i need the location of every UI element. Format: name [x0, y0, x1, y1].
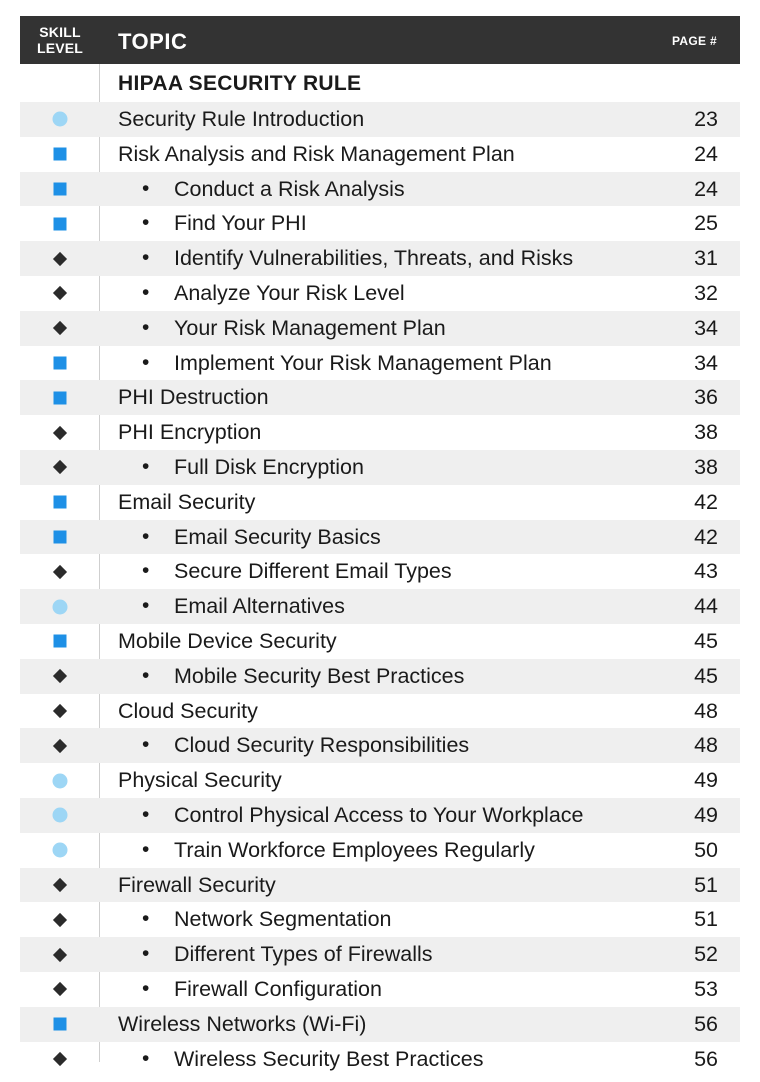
topic-text: Wireless Security Best Practices — [174, 1046, 484, 1071]
square-icon — [54, 635, 67, 648]
circle-icon — [53, 112, 68, 127]
bullet-icon: • — [142, 663, 150, 687]
page-number: 48 — [694, 698, 718, 723]
page-number-header: PAGE # — [672, 34, 717, 48]
skill-level-cell — [20, 206, 100, 241]
topic-text: Cloud Security — [118, 698, 258, 723]
bullet-icon: • — [142, 1046, 150, 1070]
diamond-icon — [53, 704, 67, 718]
topic-text: Wireless Networks (Wi-Fi) — [118, 1011, 367, 1036]
bullet-icon: • — [142, 837, 150, 861]
skill-level-cell — [20, 415, 100, 450]
bullet-icon: • — [142, 454, 150, 478]
toc-row — [20, 1042, 740, 1077]
diamond-icon — [53, 565, 67, 579]
skill-level-cell — [20, 311, 100, 346]
topic-text: Full Disk Encryption — [174, 454, 364, 479]
page-number: 42 — [694, 489, 718, 514]
skill-level-cell — [20, 102, 100, 137]
skill-level-cell — [20, 1007, 100, 1042]
toc-row — [20, 763, 740, 798]
page-number: 24 — [694, 141, 718, 166]
page-number: 48 — [694, 733, 718, 758]
toc-row — [20, 868, 740, 903]
circle-icon — [53, 843, 68, 858]
toc-row — [20, 624, 740, 659]
toc-row — [20, 728, 740, 763]
skill-level-cell — [20, 1042, 100, 1077]
skill-level-cell — [20, 520, 100, 555]
bullet-icon: • — [142, 802, 150, 826]
skill-level-cell — [20, 241, 100, 276]
skill-level-cell — [20, 554, 100, 589]
skill-level-cell — [20, 937, 100, 972]
diamond-icon — [53, 739, 67, 753]
bullet-icon: • — [142, 594, 150, 618]
bullet-icon: • — [142, 280, 150, 304]
page-number: 51 — [694, 872, 718, 897]
page-number: 43 — [694, 559, 718, 584]
bullet-icon: • — [142, 211, 150, 235]
toc-row — [20, 833, 740, 868]
toc-row — [20, 659, 740, 694]
skill-level-cell — [20, 902, 100, 937]
page-number: 34 — [694, 350, 718, 375]
page-number: 38 — [694, 454, 718, 479]
toc-row — [20, 589, 740, 624]
circle-icon — [53, 599, 68, 614]
page-number: 31 — [694, 246, 718, 271]
toc-row — [20, 102, 740, 137]
bullet-icon: • — [142, 246, 150, 270]
toc-row — [20, 137, 740, 172]
toc-row — [20, 241, 740, 276]
skill-header-line1: SKILL — [39, 24, 81, 40]
skill-level-cell — [20, 589, 100, 624]
topic-text: Conduct a Risk Analysis — [174, 176, 405, 201]
skill-level-cell — [20, 833, 100, 868]
page-number: 51 — [694, 907, 718, 932]
topic-text: Email Security Basics — [174, 524, 381, 549]
topic-text: PHI Destruction — [118, 385, 269, 410]
skill-level-cell — [20, 624, 100, 659]
toc-row — [20, 485, 740, 520]
topic-text: Email Alternatives — [174, 594, 345, 619]
skill-level-cell — [20, 694, 100, 729]
toc-row — [20, 380, 740, 415]
skill-level-cell — [20, 137, 100, 172]
square-icon — [54, 496, 67, 509]
topic-text: Email Security — [118, 489, 256, 514]
topic-text: Implement Your Risk Management Plan — [174, 350, 552, 375]
topic-text: Analyze Your Risk Level — [174, 280, 405, 305]
bullet-icon: • — [142, 350, 150, 374]
square-icon — [54, 391, 67, 404]
toc-row — [20, 276, 740, 311]
skill-level-cell — [20, 450, 100, 485]
square-icon — [54, 530, 67, 543]
page-number: 23 — [694, 107, 718, 131]
topic-text: Your Risk Management Plan — [174, 315, 446, 340]
skill-level-cell — [20, 763, 100, 798]
toc-row — [20, 554, 740, 589]
square-icon — [54, 148, 67, 161]
topic-text: Control Physical Access to Your Workplace — [174, 802, 584, 827]
toc-row — [20, 206, 740, 241]
skill-level-cell — [20, 172, 100, 207]
page-number: 56 — [694, 1046, 718, 1071]
square-icon — [54, 356, 67, 369]
skill-level-cell — [20, 485, 100, 520]
topic-text: Identify Vulnerabilities, Threats, and Risks — [174, 246, 574, 271]
topic-header: TOPIC — [118, 29, 188, 54]
topic-text: Firewall Security — [118, 872, 276, 897]
bullet-icon: • — [142, 907, 150, 931]
topic-text: Firewall Configuration — [174, 976, 382, 1001]
page-number: 42 — [694, 524, 718, 549]
toc-row — [20, 937, 740, 972]
toc-row — [20, 346, 740, 381]
page-number: 44 — [694, 594, 718, 619]
toc-row — [20, 972, 740, 1007]
square-icon — [54, 217, 67, 230]
square-icon — [54, 1018, 67, 1031]
circle-icon — [53, 773, 68, 788]
page-number: 24 — [694, 176, 718, 201]
toc-row — [20, 172, 740, 207]
skill-level-cell — [20, 659, 100, 694]
toc-table-body — [20, 102, 740, 1076]
diamond-icon — [53, 982, 67, 996]
skill-level-cell — [20, 380, 100, 415]
diamond-icon — [53, 286, 67, 300]
diamond-icon — [53, 460, 67, 474]
square-icon — [54, 182, 67, 195]
circle-icon — [53, 808, 68, 823]
diamond-icon — [53, 669, 67, 683]
page-number: 45 — [694, 663, 718, 688]
topic-text: Cloud Security Responsibilities — [174, 733, 470, 758]
bullet-icon: • — [142, 733, 150, 757]
page-number: 50 — [694, 837, 718, 862]
page-number: 53 — [694, 976, 718, 1001]
section-title: HIPAA SECURITY RULE — [118, 72, 362, 95]
topic-text: Physical Security — [118, 768, 282, 793]
page-number: 49 — [694, 768, 718, 793]
table-header — [20, 16, 740, 64]
toc-row — [20, 311, 740, 346]
topic-text: Find Your PHI — [174, 211, 307, 236]
toc-row — [20, 450, 740, 485]
toc-row — [20, 520, 740, 555]
skill-level-cell — [20, 346, 100, 381]
diamond-icon — [53, 878, 67, 892]
skill-level-header — [20, 24, 100, 56]
topic-text: Network Segmentation — [174, 907, 392, 932]
toc-row — [20, 694, 740, 729]
toc-row — [20, 415, 740, 450]
diamond-icon — [53, 913, 67, 927]
page-number: 34 — [694, 315, 718, 340]
topic-text: Mobile Device Security — [118, 628, 337, 653]
skill-level-cell — [20, 728, 100, 763]
bullet-icon: • — [142, 976, 150, 1000]
bullet-icon: • — [142, 315, 150, 339]
topic-text: Risk Analysis and Risk Management Plan — [118, 141, 515, 166]
topic-text: Secure Different Email Types — [174, 559, 452, 584]
toc-row — [20, 1007, 740, 1042]
topic-text: Train Workforce Employees Regularly — [174, 837, 535, 862]
diamond-icon — [53, 1052, 67, 1066]
topic-text: Security Rule Introduction — [118, 107, 365, 131]
toc-row — [20, 798, 740, 833]
page-number: 49 — [694, 802, 718, 827]
topic-text: Different Types of Firewalls — [174, 942, 433, 967]
bullet-icon: • — [142, 524, 150, 548]
page-number: 25 — [694, 211, 718, 236]
page-number: 38 — [694, 420, 718, 445]
diamond-icon — [53, 252, 67, 266]
diamond-icon — [53, 947, 67, 961]
skill-level-cell — [20, 798, 100, 833]
page-number: 32 — [694, 280, 718, 305]
topic-text: Mobile Security Best Practices — [174, 663, 465, 688]
page-number: 52 — [694, 942, 718, 967]
page-number: 56 — [694, 1011, 718, 1036]
skill-level-cell — [20, 972, 100, 1007]
skill-level-cell — [20, 276, 100, 311]
topic-text: PHI Encryption — [118, 420, 262, 445]
diamond-icon — [53, 321, 67, 335]
toc-row — [20, 902, 740, 937]
bullet-icon: • — [142, 942, 150, 966]
skill-header-line2: LEVEL — [36, 40, 84, 56]
page-number: 36 — [694, 385, 718, 410]
bullet-icon: • — [142, 559, 150, 583]
diamond-icon — [53, 425, 67, 439]
bullet-icon: • — [142, 176, 150, 200]
page-number: 45 — [694, 628, 718, 653]
skill-level-cell — [20, 868, 100, 903]
